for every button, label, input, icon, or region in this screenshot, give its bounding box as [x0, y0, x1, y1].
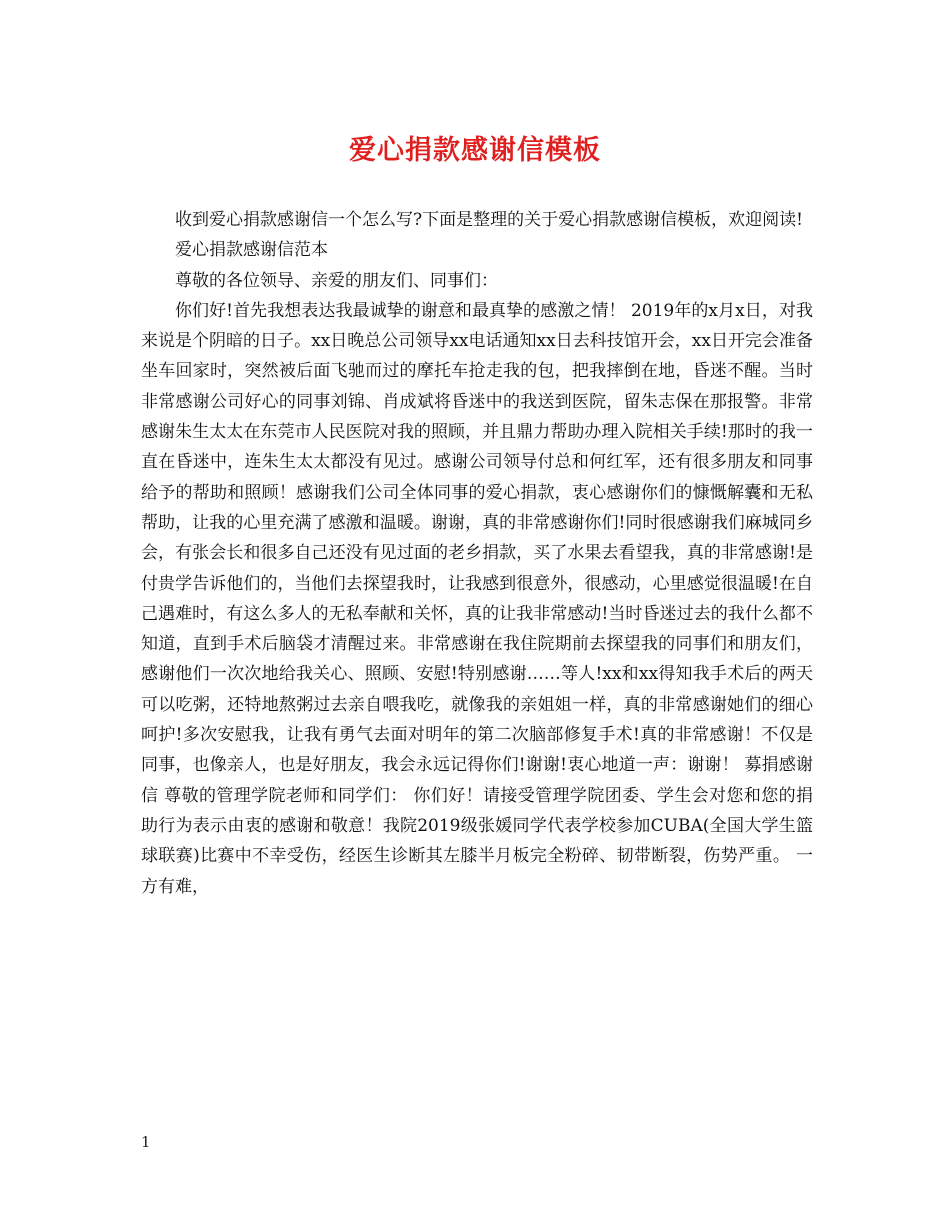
page-number: 1 — [141, 1133, 151, 1151]
intro-paragraph: 收到爱心捐款感谢信一个怎么写?下面是整理的关于爱心捐款感谢信模板，欢迎阅读! — [175, 210, 803, 230]
section-heading: 爱心捐款感谢信范本 — [175, 240, 328, 261]
document-body — [141, 205, 813, 902]
document-title: 爱心捐款感谢信模板 — [349, 135, 601, 166]
salutation: 尊敬的各位领导、亲爱的朋友们、同事们： — [175, 270, 498, 291]
main-paragraph: 你们好!首先我想表达我最诚挚的谢意和最真挚的感激之情！ 2019年的x月x日，对我来说是个阴暗的日子。xx日晚总公司领导xx电话通知xx日去科技馆开会，xx日开完会准备坐车回家时，突然被后面飞驰而过的摩托车抢走我的包，把我摔倒在地，昏迷不醒。当时非常感谢公司好心的同事刘锦、肖成斌将昏迷中的我送到医院，留朱志保在那报警。非常感谢朱生太太在东莞市人民医院对我的照顾，并且鼎力帮助办理入院相关手续!那时的我一直在昏迷中，连朱生太太都没有见过。感谢公司领导付总和何红军，还有很多朋友和同事给予的帮助和照顾！感谢我们公司全体同事的爱心捐款，衷心感谢你们的慷慨解囊和无私帮助，让我的心里充满了感激和温暖。谢谢，真的非常感谢你们!同时很感谢我们麻城同乡会，有张会长和很多自己还没有见过面的老乡捐款，买了水果去看望我，真的非常感谢!是付贵学告诉他们的，当他们去探望我时，让我感到很意外，很感动，心里感觉很温暖!在自己遇难时，有这么多人的无私奉献和关怀，真的让我非常感动!当时昏迷过去的我什么都不知道，直到手术后脑袋才清醒过来。非常感谢在我住院期前去探望我的同事们和朋友们，感谢他们一次次地给我关心、照顾、安慰!特别感谢……等人!xx和xx得知我手术后的两天可以吃粥，还特地熬粥过去亲自喂我吃，就像我的亲姐姐一样，真的非常感谢她们的细心呵护!多次安慰我，让我有勇气去面对明年的第二次脑部修复手术!真的非常感谢！不仅是同事，也像亲人，也是好朋友，我会永远记得你们!谢谢!衷心地道一声：谢谢！ 募捐感谢信 尊敬的管理学院老师和同学们： 你们好！请接受管理学院团委、学生会对您和您的捐助行为表示由衷的感谢和敬意！我院2019级张媛同学代表学校参加CUBA(全国大学生篮球联赛)比赛中不幸受伤，经医生诊断其左膝半月板完全粉碎、韧带断裂，伤势严重。 一方有难， — [141, 300, 813, 897]
